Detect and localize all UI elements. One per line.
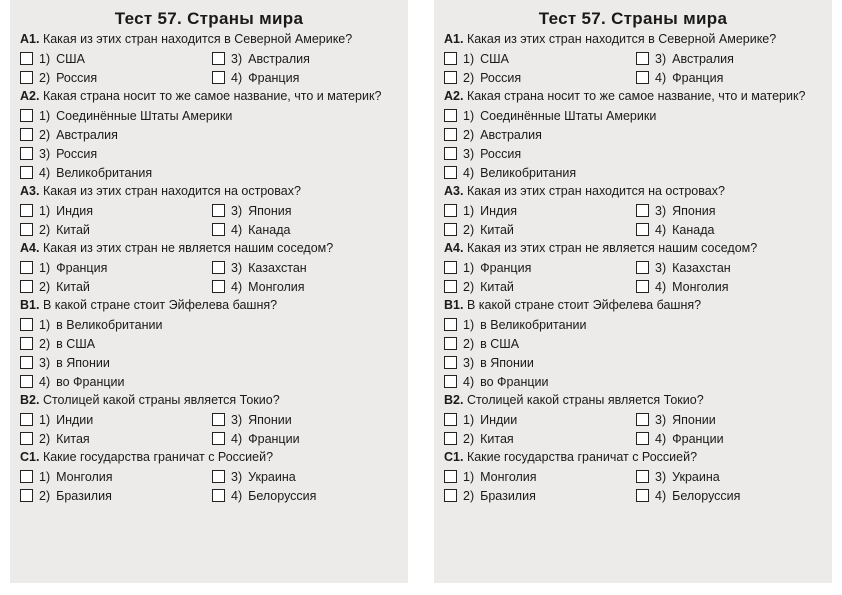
answer-options [20, 106, 398, 182]
option-label: Россия [480, 70, 522, 85]
answer-option[interactable] [444, 201, 630, 220]
option-number: 4) [231, 488, 243, 503]
option-number: 3) [463, 146, 475, 161]
question-body: В какой стране стоит Эйфелева башня? [466, 298, 702, 312]
option-label: во Франции [56, 374, 125, 389]
answer-options [20, 258, 398, 296]
question-body: Какая из этих стран не является нашим соседом? [42, 241, 334, 255]
answer-option[interactable] [20, 258, 206, 277]
option-label: Казахстан [248, 260, 307, 275]
question-id: В1. [20, 298, 40, 312]
answer-checkbox[interactable] [444, 71, 457, 84]
answer-option[interactable] [20, 68, 206, 87]
answer-option[interactable] [20, 220, 206, 239]
question-body: Какие государства граничат с Россией? [42, 450, 274, 464]
answer-checkbox[interactable] [444, 128, 457, 141]
answer-checkbox[interactable] [444, 109, 457, 122]
question-text [20, 240, 398, 257]
option-label: Австралия [248, 51, 310, 66]
answer-option[interactable] [20, 163, 398, 182]
answer-option[interactable] [636, 486, 822, 505]
option-label: Канада [672, 222, 715, 237]
answer-option[interactable] [444, 49, 630, 68]
option-label: Австралия [672, 51, 734, 66]
option-label: Китай [56, 222, 90, 237]
answer-option[interactable] [20, 315, 398, 334]
answer-options [444, 49, 822, 87]
answer-checkbox[interactable] [444, 318, 457, 331]
answer-option[interactable] [212, 68, 398, 87]
answer-option[interactable] [444, 410, 630, 429]
answer-options [20, 410, 398, 448]
option-label: Бразилия [480, 488, 536, 503]
answer-checkbox[interactable] [636, 261, 649, 274]
question-text [20, 88, 398, 105]
option-number: 4) [39, 165, 51, 180]
option-number: 1) [39, 260, 51, 275]
answer-option[interactable] [212, 201, 398, 220]
answer-checkbox[interactable] [20, 356, 33, 369]
option-number: 3) [655, 203, 667, 218]
option-label: Великобритания [56, 165, 153, 180]
option-label: США [56, 51, 85, 66]
answer-checkbox[interactable] [444, 432, 457, 445]
answer-option[interactable] [444, 258, 630, 277]
option-number: 2) [39, 222, 51, 237]
answer-option[interactable] [444, 106, 822, 125]
answer-checkbox[interactable] [20, 223, 33, 236]
question-text [444, 240, 822, 257]
option-label: Китай [480, 222, 514, 237]
answer-option[interactable] [444, 429, 630, 448]
answer-checkbox[interactable] [636, 223, 649, 236]
option-number: 1) [39, 412, 51, 427]
answer-option[interactable] [20, 49, 206, 68]
answer-checkbox[interactable] [212, 71, 225, 84]
question-body: Какая из этих стран не является нашим соседом? [466, 241, 758, 255]
answer-checkbox[interactable] [20, 166, 33, 179]
answer-checkbox[interactable] [212, 280, 225, 293]
answer-option[interactable] [636, 410, 822, 429]
option-number: 2) [39, 336, 51, 351]
option-label: Украина [672, 469, 720, 484]
answer-option[interactable] [636, 429, 822, 448]
option-number: 3) [39, 146, 51, 161]
question-id: А2. [444, 89, 464, 103]
answer-option[interactable] [444, 353, 822, 372]
option-label: в Великобритании [480, 317, 587, 332]
answer-checkbox[interactable] [212, 204, 225, 217]
question-id: В2. [20, 393, 40, 407]
answer-option[interactable] [212, 410, 398, 429]
question-id: А1. [20, 32, 40, 46]
option-number: 1) [39, 51, 51, 66]
answer-checkbox[interactable] [636, 52, 649, 65]
answer-option[interactable] [20, 125, 398, 144]
answer-option[interactable] [20, 486, 206, 505]
answer-option[interactable] [20, 201, 206, 220]
option-label: Канада [248, 222, 291, 237]
answer-options [20, 201, 398, 239]
answer-checkbox[interactable] [444, 489, 457, 502]
answer-checkbox[interactable] [20, 52, 33, 65]
question-id: А2. [20, 89, 40, 103]
answer-option[interactable] [444, 68, 630, 87]
option-number: 1) [39, 203, 51, 218]
option-label: Россия [56, 146, 98, 161]
option-number: 2) [463, 431, 475, 446]
answer-checkbox[interactable] [444, 280, 457, 293]
option-number: 4) [231, 222, 243, 237]
question-body: Какая из этих стран находится в Северной Америке? [466, 32, 777, 46]
answer-checkbox[interactable] [20, 109, 33, 122]
answer-checkbox[interactable] [444, 413, 457, 426]
option-number: 3) [655, 412, 667, 427]
option-label: Монголия [248, 279, 305, 294]
answer-checkbox[interactable] [444, 52, 457, 65]
answer-option[interactable] [20, 429, 206, 448]
option-label: Франции [672, 431, 724, 446]
answer-checkbox[interactable] [444, 166, 457, 179]
question-text [20, 31, 398, 48]
option-label: Китай [56, 279, 90, 294]
answer-checkbox[interactable] [20, 318, 33, 331]
answer-option[interactable] [444, 220, 630, 239]
option-label: Белоруссия [248, 488, 317, 503]
option-number: 1) [463, 317, 475, 332]
answer-option[interactable] [444, 125, 822, 144]
answer-checkbox[interactable] [20, 375, 33, 388]
answer-checkbox[interactable] [212, 432, 225, 445]
question-id: В1. [444, 298, 464, 312]
option-number: 2) [39, 127, 51, 142]
question-body: Какая страна носит то же самое название, что и материк? [466, 89, 806, 103]
option-label: Индии [56, 412, 94, 427]
answer-options [444, 410, 822, 448]
option-label: Франция [248, 70, 300, 85]
answer-option[interactable] [444, 334, 822, 353]
answer-checkbox[interactable] [636, 432, 649, 445]
answer-option[interactable] [444, 315, 822, 334]
option-label: Казахстан [672, 260, 731, 275]
answer-options [444, 315, 822, 391]
option-number: 3) [231, 203, 243, 218]
answer-checkbox[interactable] [20, 261, 33, 274]
question-body: Какая из этих стран находится на островах? [42, 184, 301, 198]
option-label: Белоруссия [672, 488, 741, 503]
question-text [444, 297, 822, 314]
option-number: 3) [231, 51, 243, 66]
answer-checkbox[interactable] [636, 71, 649, 84]
answer-option[interactable] [636, 49, 822, 68]
answer-checkbox[interactable] [20, 71, 33, 84]
option-number: 3) [655, 260, 667, 275]
question-body: Столицей какой страны является Токио? [42, 393, 280, 407]
option-label: в Великобритании [56, 317, 163, 332]
answer-option[interactable] [636, 258, 822, 277]
answer-option[interactable] [636, 277, 822, 296]
option-label: Китая [480, 431, 514, 446]
question-body: Какая страна носит то же самое название, что и материк? [42, 89, 382, 103]
question-text [444, 183, 822, 200]
answer-checkbox[interactable] [444, 337, 457, 350]
question-id: А1. [444, 32, 464, 46]
answer-checkbox[interactable] [212, 223, 225, 236]
option-label: Японии [672, 412, 716, 427]
question-text [20, 449, 398, 466]
option-label: Россия [480, 146, 522, 161]
option-number: 1) [463, 412, 475, 427]
option-label: Япония [248, 203, 292, 218]
answer-checkbox[interactable] [20, 432, 33, 445]
option-number: 2) [463, 279, 475, 294]
option-label: Японии [248, 412, 292, 427]
option-label: Соединённые Штаты Америки [56, 108, 233, 123]
answer-checkbox[interactable] [636, 413, 649, 426]
answer-checkbox[interactable] [636, 204, 649, 217]
answer-checkbox[interactable] [212, 52, 225, 65]
answer-option[interactable] [212, 467, 398, 486]
answer-checkbox[interactable] [444, 147, 457, 160]
answer-checkbox[interactable] [444, 261, 457, 274]
answer-option[interactable] [212, 277, 398, 296]
option-number: 2) [39, 70, 51, 85]
answer-checkbox[interactable] [444, 204, 457, 217]
option-label: Япония [672, 203, 716, 218]
question-text [444, 88, 822, 105]
option-number: 1) [39, 469, 51, 484]
option-label: в США [480, 336, 520, 351]
option-number: 1) [463, 203, 475, 218]
answer-checkbox[interactable] [212, 489, 225, 502]
option-label: США [480, 51, 509, 66]
option-number: 2) [463, 70, 475, 85]
answer-checkbox[interactable] [636, 280, 649, 293]
option-number: 4) [655, 279, 667, 294]
option-number: 2) [463, 222, 475, 237]
option-number: 1) [463, 51, 475, 66]
answer-checkbox[interactable] [20, 489, 33, 502]
test-page-left [10, 0, 408, 583]
answer-option[interactable] [212, 486, 398, 505]
option-number: 3) [231, 412, 243, 427]
option-number: 1) [39, 108, 51, 123]
question-text [444, 392, 822, 409]
answer-options [444, 106, 822, 182]
answer-checkbox[interactable] [20, 337, 33, 350]
test-page-right [434, 0, 832, 583]
answer-option[interactable] [444, 144, 822, 163]
option-label: Китая [56, 431, 90, 446]
option-number: 3) [231, 260, 243, 275]
answer-option[interactable] [212, 429, 398, 448]
answer-option[interactable] [444, 372, 822, 391]
option-number: 3) [655, 469, 667, 484]
answer-option[interactable] [20, 410, 206, 429]
option-number: 4) [39, 374, 51, 389]
answer-checkbox[interactable] [20, 280, 33, 293]
answer-option[interactable] [636, 220, 822, 239]
question-body: Какая из этих стран находится в Северной Америке? [42, 32, 353, 46]
answer-checkbox[interactable] [636, 489, 649, 502]
option-number: 4) [231, 431, 243, 446]
option-label: Россия [56, 70, 98, 85]
answer-checkbox[interactable] [212, 413, 225, 426]
answer-option[interactable] [20, 144, 398, 163]
option-label: Индии [480, 412, 518, 427]
question-text [20, 297, 398, 314]
option-number: 2) [39, 279, 51, 294]
answer-checkbox[interactable] [20, 204, 33, 217]
option-label: Монголия [672, 279, 729, 294]
question-text [444, 449, 822, 466]
answer-option[interactable] [212, 258, 398, 277]
answer-checkbox[interactable] [444, 223, 457, 236]
option-label: Австралия [480, 127, 542, 142]
answer-options [20, 315, 398, 391]
option-label: Украина [248, 469, 296, 484]
answer-checkbox[interactable] [20, 128, 33, 141]
answer-checkbox[interactable] [444, 470, 457, 483]
answer-option[interactable] [20, 372, 398, 391]
question-text [20, 392, 398, 409]
test-title: Тест 57. Страны мира [114, 9, 304, 28]
answer-option[interactable] [20, 334, 398, 353]
option-number: 3) [463, 355, 475, 370]
option-label: Австралия [56, 127, 118, 142]
option-number: 4) [655, 488, 667, 503]
answer-option[interactable] [212, 49, 398, 68]
question-id: С1. [444, 450, 464, 464]
answer-options [444, 467, 822, 505]
answer-checkbox[interactable] [444, 356, 457, 369]
test-title: Тест 57. Страны мира [538, 9, 728, 28]
answer-checkbox[interactable] [20, 413, 33, 426]
option-number: 2) [463, 336, 475, 351]
answer-option[interactable] [636, 68, 822, 87]
question-id: В2. [444, 393, 464, 407]
answer-options [20, 49, 398, 87]
question-text [444, 31, 822, 48]
option-number: 2) [463, 488, 475, 503]
option-label: Монголия [480, 469, 537, 484]
option-label: Франция [480, 260, 532, 275]
option-label: Великобритания [480, 165, 577, 180]
option-number: 4) [655, 222, 667, 237]
answer-checkbox[interactable] [20, 147, 33, 160]
answer-checkbox[interactable] [212, 261, 225, 274]
answer-checkbox[interactable] [212, 470, 225, 483]
answer-options [444, 258, 822, 296]
question-id: А3. [444, 184, 464, 198]
question-body: Какая из этих стран находится на островах? [466, 184, 725, 198]
option-label: Индия [56, 203, 94, 218]
answer-option[interactable] [212, 220, 398, 239]
option-label: Франция [672, 70, 724, 85]
answer-option[interactable] [20, 467, 206, 486]
option-label: в США [56, 336, 96, 351]
question-id: А3. [20, 184, 40, 198]
answer-option[interactable] [444, 486, 630, 505]
option-label: Бразилия [56, 488, 112, 503]
option-label: в Японии [480, 355, 534, 370]
question-body: Столицей какой страны является Токио? [466, 393, 704, 407]
option-number: 3) [655, 51, 667, 66]
option-number: 2) [39, 431, 51, 446]
option-number: 3) [231, 469, 243, 484]
question-body: В какой стране стоит Эйфелева башня? [42, 298, 278, 312]
question-id: А4. [20, 241, 40, 255]
option-label: во Франции [480, 374, 549, 389]
option-number: 4) [231, 279, 243, 294]
option-label: Китай [480, 279, 514, 294]
answer-option[interactable] [444, 467, 630, 486]
option-label: Индия [480, 203, 518, 218]
answer-option[interactable] [20, 277, 206, 296]
option-number: 1) [463, 108, 475, 123]
option-number: 4) [463, 165, 475, 180]
answer-options [20, 467, 398, 505]
answer-options [444, 201, 822, 239]
answer-checkbox[interactable] [444, 375, 457, 388]
option-label: Соединённые Штаты Америки [480, 108, 657, 123]
option-label: Франции [248, 431, 300, 446]
answer-option[interactable] [636, 467, 822, 486]
answer-option[interactable] [636, 201, 822, 220]
option-number: 1) [39, 317, 51, 332]
option-number: 2) [39, 488, 51, 503]
answer-option[interactable] [444, 163, 822, 182]
answer-checkbox[interactable] [20, 470, 33, 483]
option-number: 4) [231, 70, 243, 85]
option-number: 1) [463, 469, 475, 484]
answer-option[interactable] [444, 277, 630, 296]
option-label: Монголия [56, 469, 113, 484]
option-label: в Японии [56, 355, 110, 370]
answer-checkbox[interactable] [636, 470, 649, 483]
option-number: 4) [463, 374, 475, 389]
question-id: А4. [444, 241, 464, 255]
answer-option[interactable] [20, 353, 398, 372]
question-text [20, 183, 398, 200]
option-number: 1) [463, 260, 475, 275]
option-label: Франция [56, 260, 108, 275]
answer-option[interactable] [20, 106, 398, 125]
option-number: 4) [655, 431, 667, 446]
question-body: Какие государства граничат с Россией? [466, 450, 698, 464]
question-id: С1. [20, 450, 40, 464]
option-number: 4) [655, 70, 667, 85]
option-number: 2) [463, 127, 475, 142]
option-number: 3) [39, 355, 51, 370]
